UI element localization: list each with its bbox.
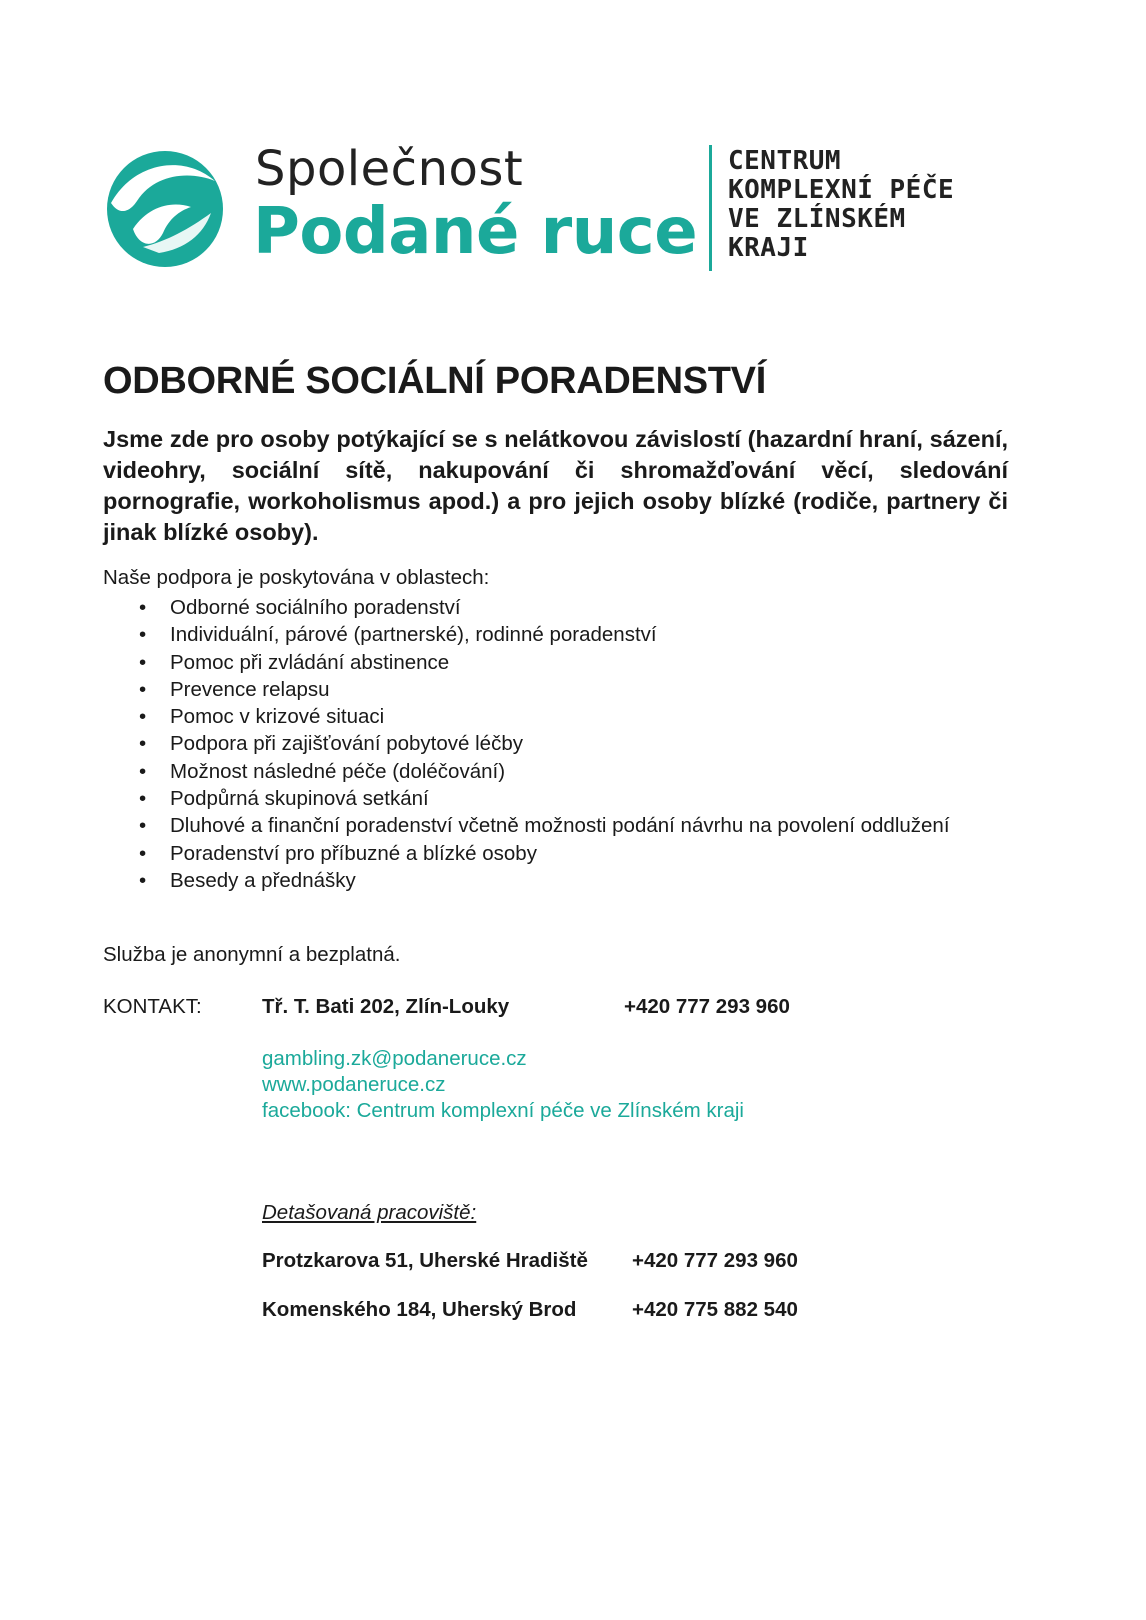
list-item-text: Možnost následné péče (doléčování) — [170, 759, 506, 783]
list-item-text: Prevence relapsu — [170, 677, 330, 701]
list-item-text: Dluhové a finanční poradenství včetně možnosti podání návrhu na povolení oddlužení — [170, 814, 950, 838]
list-item-text: Individuální, párové (partnerské), rodinné poradenství — [170, 623, 657, 647]
bullet-icon: • — [139, 868, 147, 892]
list-item — [103, 730, 963, 757]
contact-links — [262, 1046, 744, 1124]
list-item — [103, 785, 963, 812]
bullet-icon: • — [139, 732, 147, 756]
bullet-icon: • — [139, 677, 147, 701]
website-link[interactable]: www.podaneruce.cz — [262, 1073, 446, 1096]
bullet-icon: • — [139, 650, 147, 674]
bullet-icon: • — [139, 814, 147, 838]
list-item — [103, 812, 963, 839]
list-item — [103, 621, 963, 648]
list-item — [103, 676, 963, 703]
bullet-icon: • — [139, 787, 147, 811]
intro-paragraph: Jsme zde pro osoby potýkající se s nelátkovou závislostí (hazardní hraní, sázení, videohry, sociální sítě, nakupování či shromažďování věcí, sledování pornografie, workoholismus apod.) a pro jejich osoby blízké (rodiče, partnery či jinak blízké osoby). — [103, 426, 1008, 545]
bullet-icon: • — [139, 623, 147, 647]
branch-row — [262, 1298, 798, 1322]
org-name-line1: Společnost — [255, 141, 524, 197]
branch-address: Protzkarova 51, Uherské Hradiště — [262, 1249, 588, 1272]
centre-name-line: KRAJI — [728, 233, 809, 263]
list-item-text: Pomoc v krizové situaci — [170, 705, 385, 729]
branches-heading: Detašovaná pracoviště: — [262, 1201, 477, 1224]
centre-name-line: VE ZLÍNSKÉM — [728, 204, 906, 234]
bullet-icon: • — [139, 841, 147, 865]
list-item — [103, 758, 963, 785]
branch-phone: +420 775 882 540 — [632, 1298, 798, 1321]
list-item — [103, 649, 963, 676]
page-title: ODBORNÉ SOCIÁLNÍ PORADENSTVÍ — [103, 360, 766, 402]
list-item — [103, 867, 963, 894]
list-item-text: Poradenství pro příbuzné a blízké osoby — [170, 841, 537, 865]
org-name-line2: Podané ruce — [253, 195, 698, 269]
facebook-link[interactable]: facebook: Centrum komplexní péče ve Zlínském kraji — [262, 1099, 744, 1122]
centre-name — [728, 147, 954, 263]
bullet-icon: • — [139, 759, 147, 783]
contact-phone: +420 777 293 960 — [624, 995, 790, 1018]
support-areas-list — [103, 594, 963, 894]
list-item-text: Podpůrná skupinová setkání — [170, 787, 429, 811]
branch-address: Komenského 184, Uherský Brod — [262, 1298, 577, 1321]
list-item-text: Besedy a přednášky — [170, 868, 356, 892]
areas-lead-text: Naše podpora je poskytována v oblastech: — [103, 566, 490, 589]
branch-row — [262, 1249, 798, 1273]
list-item — [103, 840, 963, 867]
contact-address: Tř. T. Bati 202, Zlín-Louky — [262, 995, 510, 1018]
contact-label: KONTAKT: — [103, 995, 202, 1018]
organization-logo — [103, 143, 1003, 283]
list-item — [103, 594, 963, 621]
list-item-text: Pomoc při zvládání abstinence — [170, 650, 450, 674]
hands-logo-icon — [103, 143, 227, 273]
bullet-icon: • — [139, 596, 147, 619]
centre-name-line: KOMPLEXNÍ PÉČE — [728, 175, 955, 205]
list-item — [103, 703, 963, 730]
centre-name-line: CENTRUM — [728, 146, 842, 176]
branch-phone: +420 777 293 960 — [632, 1249, 798, 1272]
email-link[interactable]: gambling.zk@podaneruce.cz — [262, 1047, 527, 1070]
list-item-text: Podpora při zajišťování pobytové léčby — [170, 732, 523, 756]
service-note: Služba je anonymní a bezplatná. — [103, 943, 401, 966]
logo-divider — [709, 145, 712, 271]
bullet-icon: • — [139, 705, 147, 729]
list-item-text: Odborné sociálního poradenství — [170, 596, 461, 619]
